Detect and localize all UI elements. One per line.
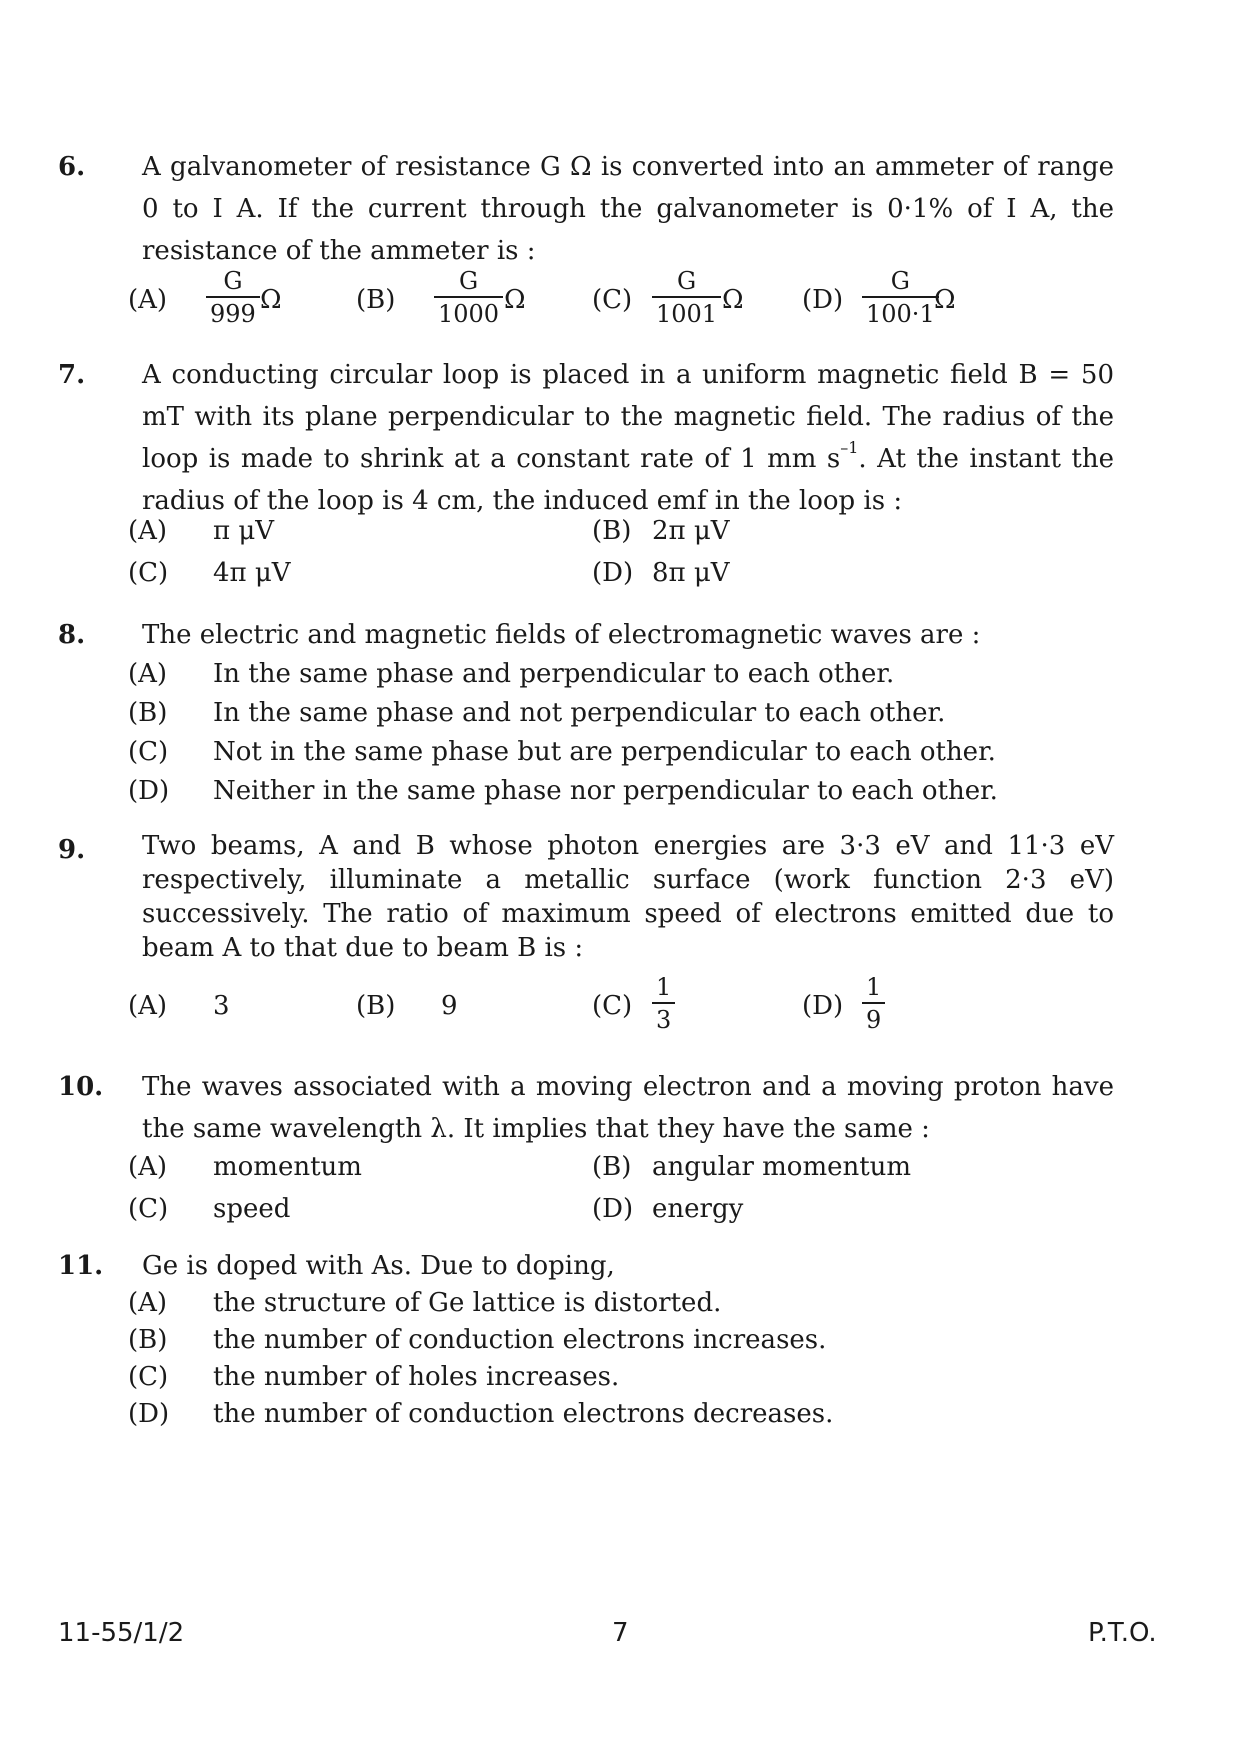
option-label: (C) <box>592 285 633 315</box>
question-text: Ge is doped with As. Due to doping, <box>142 1251 615 1281</box>
option-label: (C) <box>592 991 633 1021</box>
denominator: 3 <box>656 1006 672 1034</box>
question-text-part: A conducting circular loop is placed in a uniform magnetic field B = 50 mT with its plane perpendicular to the magnetic field. The radius of the loop is made to shrink at a constant rate of 1 mm s <box>142 360 1114 474</box>
question-text: The waves associated with a moving electron and a moving proton have the same wavelength λ. It implies that they have the same : <box>142 1072 1114 1144</box>
option-label: (D) <box>592 558 634 588</box>
fraction <box>652 972 675 1036</box>
ohm-unit: Ω <box>260 285 282 315</box>
denominator: 999 <box>210 300 256 328</box>
numerator: 1 <box>652 972 675 1004</box>
option-label: (B) <box>128 1325 168 1355</box>
option-label: (A) <box>128 991 168 1021</box>
option-label: (A) <box>128 516 168 546</box>
option-value: 2π μV <box>652 516 730 546</box>
fraction <box>652 266 721 330</box>
denominator: 100·1 <box>866 300 935 328</box>
option-label: (B) <box>356 991 396 1021</box>
ohm-unit: Ω <box>722 285 744 315</box>
numerator: G <box>206 266 260 298</box>
option-label: (A) <box>128 1288 168 1318</box>
option-label: (D) <box>802 285 844 315</box>
option-label: (B) <box>592 516 632 546</box>
question-9 <box>58 829 1118 1059</box>
pto-label: P.T.O. <box>1088 1618 1157 1648</box>
option-label: (B) <box>592 1152 632 1182</box>
question-number: 9. <box>58 835 86 865</box>
option-value: 3 <box>213 991 230 1021</box>
superscript: –1 <box>840 438 859 458</box>
option-value: In the same phase and perpendicular to each other. <box>213 659 895 689</box>
option-value: speed <box>213 1194 291 1224</box>
question-text: The electric and magnetic fields of electromagnetic waves are : <box>142 620 981 650</box>
question-text: A galvanometer of resistance G Ω is converted into an ammeter of range 0 to I A. If the current through the galvanometer is 0·1% of I A, the resistance of the ammeter is : <box>142 152 1114 266</box>
question-8 <box>58 614 1118 814</box>
option-label: (D) <box>128 776 170 806</box>
option-label: (C) <box>128 737 169 767</box>
numerator: G <box>434 266 503 298</box>
denominator: 9 <box>866 1006 882 1034</box>
fraction <box>434 266 503 330</box>
question-11 <box>58 1245 1118 1445</box>
numerator: G <box>862 266 939 298</box>
question-number: 8. <box>58 620 86 650</box>
option-label: (C) <box>128 1362 169 1392</box>
option-label: (A) <box>128 1152 168 1182</box>
option-label: (B) <box>356 285 396 315</box>
paper-code: 11-55/1/2 <box>58 1618 185 1648</box>
question-6 <box>58 146 1118 346</box>
option-value: the number of holes increases. <box>213 1362 620 1392</box>
denominator: 1001 <box>656 300 718 328</box>
numerator: G <box>652 266 721 298</box>
option-label: (B) <box>128 698 168 728</box>
option-label: (A) <box>128 659 168 689</box>
question-10 <box>58 1066 1118 1236</box>
option-label: (C) <box>128 558 169 588</box>
option-value: energy <box>652 1194 744 1224</box>
question-text <box>142 354 1114 522</box>
option-label: (D) <box>128 1399 170 1429</box>
option-value: angular momentum <box>652 1152 912 1182</box>
question-text-part: . At the instant the radius of the loop is 4 cm, the induced emf in the loop is : <box>142 444 1114 516</box>
numerator: 1 <box>862 972 885 1004</box>
option-value: In the same phase and not perpendicular to each other. <box>213 698 946 728</box>
option-value: Neither in the same phase nor perpendicular to each other. <box>213 776 998 806</box>
option-value: Not in the same phase but are perpendicular to each other. <box>213 737 996 767</box>
option-label: (A) <box>128 285 168 315</box>
option-value: 9 <box>441 991 458 1021</box>
option-label: (D) <box>592 1194 634 1224</box>
question-number: 6. <box>58 152 86 182</box>
option-value: 4π μV <box>213 558 291 588</box>
option-value: momentum <box>213 1152 362 1182</box>
option-value: the structure of Ge lattice is distorted. <box>213 1288 722 1318</box>
option-value: the number of conduction electrons increases. <box>213 1325 827 1355</box>
option-label: (D) <box>802 991 844 1021</box>
option-value: the number of conduction electrons decreases. <box>213 1399 834 1429</box>
page-number: 7 <box>612 1618 629 1648</box>
question-number: 11. <box>58 1251 104 1281</box>
denominator: 1000 <box>438 300 500 328</box>
question-7 <box>58 354 1118 604</box>
fraction <box>862 972 885 1036</box>
ohm-unit: Ω <box>934 285 956 315</box>
option-label: (C) <box>128 1194 169 1224</box>
option-value: π μV <box>213 516 275 546</box>
option-value: 8π μV <box>652 558 730 588</box>
question-number: 7. <box>58 360 86 390</box>
question-number: 10. <box>58 1072 104 1102</box>
question-text: Two beams, A and B whose photon energies are 3·3 eV and 11·3 eV respectively, illuminate a metallic surface (work function 2·3 eV) successively. The ratio of maximum speed of electrons emitted due to beam A to that due to beam B is : <box>142 831 1114 963</box>
fraction <box>206 266 260 330</box>
fraction <box>862 266 939 330</box>
ohm-unit: Ω <box>504 285 526 315</box>
